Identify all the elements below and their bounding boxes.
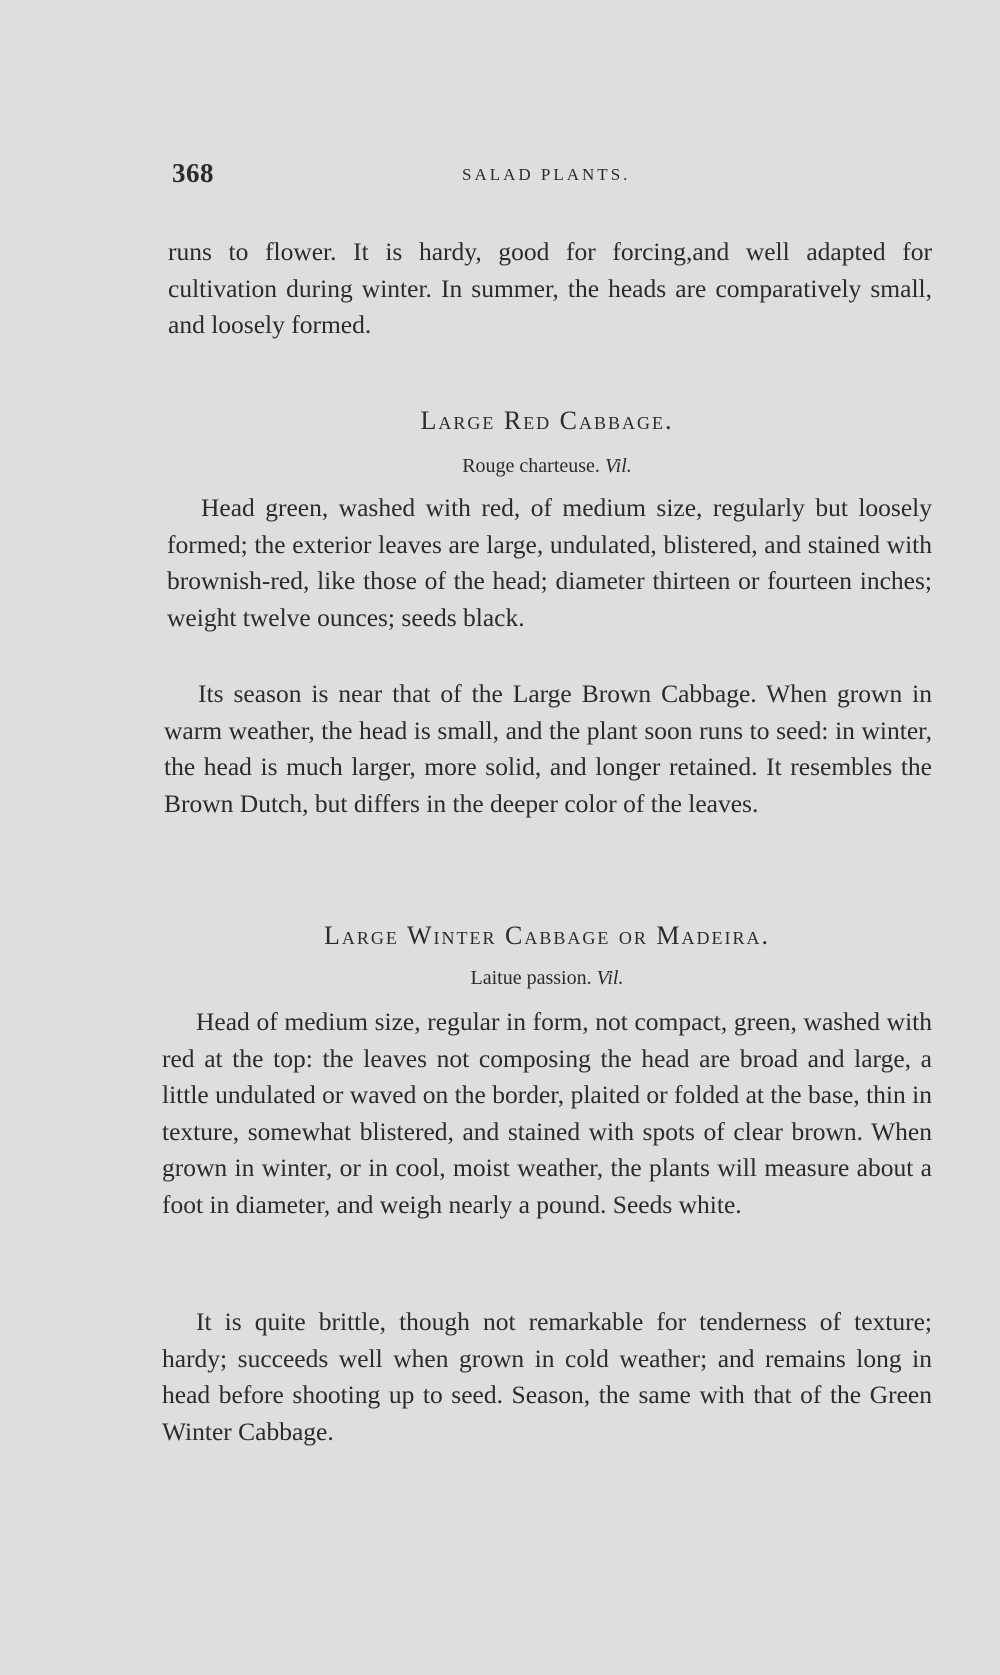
paragraph: Its season is near that of the Large Brown Cabbage. When grown in warm weather, the head is small, and the plant soon runs to seed: in winter, the head is much larger, more solid, and longer retained. It resembles the Brown Dutch, but differs in the deeper color of the leaves. xyxy=(164,679,932,818)
section-heading-red-cabbage: Large Red Cabbage. xyxy=(420,406,674,435)
synonym-author: Vil. xyxy=(596,967,624,989)
continued-paragraph: runs to flower. It is hardy, good for forcing,and well adapted for cultivation during winter. In summer, the heads are comparatively small, and loosely formed. xyxy=(168,237,932,339)
paragraph: Head of medium size, regular in form, not compact, green, washed with red at the top: the leaves not composing the head are broad and large, a little undulated or waved on the border, plaited or folded at the base, thin in texture, somewhat blistered, and stained with spots of clear brown. When grown in winter, or in cool, moist weather, the plants will measure about a foot in diameter, and weigh nearly a pound. Seeds white. xyxy=(162,1007,932,1219)
synonym-name: Rouge charteuse. xyxy=(462,455,600,477)
synonym-line-red-cabbage xyxy=(162,455,932,478)
synonym-line-winter-cabbage xyxy=(162,967,932,990)
running-head xyxy=(162,158,932,198)
synonym-author: Vil. xyxy=(604,455,632,477)
page-number: 368 xyxy=(172,158,214,188)
running-title: SALAD PLANTS. xyxy=(462,165,631,184)
synonym-name: Laitue passion. xyxy=(470,967,592,989)
paragraph: Head green, washed with red, of medium size, regularly but loosely formed; the exterior leaves are large, undulated, blistered, and stained with brownish-red, like those of the head; diameter thirteen or fourteen inches; weight twelve ounces; seeds black. xyxy=(167,493,932,632)
book-page xyxy=(162,0,932,1675)
paragraph: It is quite brittle, though not remarkable for tenderness of texture; hardy; succeeds well when grown in cold weather; and remains long in head before shooting up to seed. Season, the same with that of the Green Winter Cabbage. xyxy=(162,1307,932,1446)
section-heading-winter-cabbage: Large Winter Cabbage or Madeira. xyxy=(324,921,770,950)
